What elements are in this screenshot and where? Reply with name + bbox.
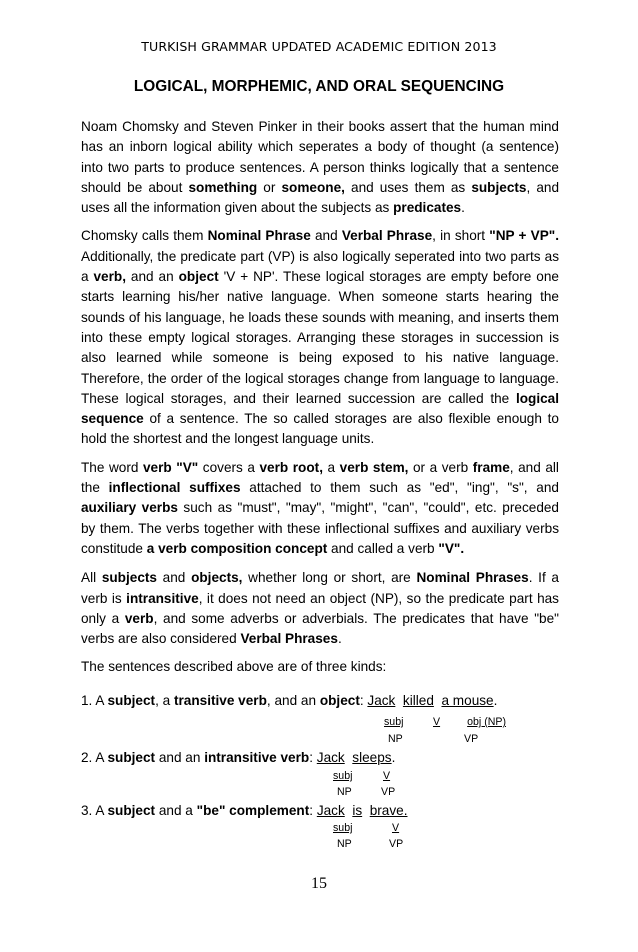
text: : [309, 803, 317, 818]
bold-text: verb [124, 610, 154, 626]
bold-text: verb stem, [339, 459, 409, 475]
bold-text: auxiliary verbs [81, 500, 178, 516]
text: and an [126, 269, 179, 285]
text: . If a verb is [81, 570, 559, 606]
text: , and some adverbs or adverbials. The predicates that have "be" verbs are also considered [81, 610, 559, 647]
label-v: V [392, 822, 400, 834]
label-np: NP [337, 838, 352, 850]
label-np: NP [388, 733, 403, 745]
text: Chomsky calls them [81, 228, 208, 244]
bold-text: transitive verb [173, 693, 267, 708]
bold-text: intransitive verb [204, 750, 310, 765]
text: : [359, 693, 368, 708]
text: and an [155, 750, 205, 765]
text: , and an [266, 693, 320, 708]
text: . [337, 631, 342, 647]
text: 3. A [81, 803, 108, 818]
text: . [493, 693, 498, 708]
text: . [391, 750, 396, 765]
label-vp: VP [381, 786, 396, 798]
text: such as "must", "may", "might", "can", "could", etc. preceded by them. The verbs together with these inflectional suffixes and auxiliary verbs constitude [81, 500, 559, 556]
example-word-subject: Jack [316, 750, 345, 765]
bold-text: verb "V" [143, 459, 199, 475]
text: Noam Chomsky and Steven Pinker in their books assert that the human mind has an inborn logical ability which seperates a body of thought (a sentence) into two parts to produce sentences. A person thinks logically that a sentence should be about [81, 119, 559, 195]
text: 2. A [81, 750, 108, 765]
text: , a [155, 693, 174, 708]
text: whether long or short, are [242, 570, 417, 586]
label-vp: VP [389, 838, 404, 850]
bold-text: something [188, 179, 258, 195]
body-text [81, 117, 559, 686]
text: 1. A [81, 693, 108, 708]
bold-text: someone, [281, 179, 345, 195]
example-word-verb: killed [402, 693, 434, 708]
bold-text: subject [107, 693, 156, 708]
text: and a [155, 803, 197, 818]
bold-text: "be" complement [196, 803, 310, 818]
paragraph-5: The sentences described above are of three kinds: [81, 659, 387, 675]
text: Additionally, the predicate part (VP) is also logically seperated into two parts as a [81, 248, 559, 285]
bold-text: subject [107, 750, 156, 765]
text: covers a [198, 459, 260, 475]
text: 'V + NP'. These logical storages are empty before one starts learning his/her native language. When someone starts hearing the sounds of his language, he loads these sounds with meaning, and inserts them into these empty logical storages. Arranging these storages in succession is also learned while someone is being exposed to his native language. Therefore, the order of the logical storages change from language to language. These logical storages, and their learned succession are called the [81, 269, 559, 406]
bold-text: logical sequence [81, 390, 559, 427]
bold-text: object [178, 269, 219, 285]
text: The word [81, 459, 143, 475]
bold-text: inflectional suffixes [108, 480, 241, 496]
text: a [322, 459, 340, 475]
text: and [310, 228, 342, 244]
paragraph-3 [81, 458, 559, 559]
bold-text: "V". [438, 540, 465, 556]
bold-text: subjects [101, 570, 157, 586]
text: , in short [432, 228, 490, 244]
label-subj: subj [333, 770, 353, 782]
bold-text: intransitive [126, 590, 199, 606]
bold-text: verb root, [259, 459, 323, 475]
bold-text: objects, [191, 570, 243, 586]
label-subj: subj [384, 716, 404, 728]
text: All [81, 570, 102, 586]
bold-text: Verbal Phrases [240, 631, 338, 647]
example-word-verb: sleeps [352, 750, 392, 765]
text: , and uses all the information given about the subjects as [81, 179, 560, 216]
example-word-subject: Jack [316, 803, 345, 818]
text: and [156, 570, 192, 586]
paragraph-4 [81, 568, 559, 649]
text: and called a verb [327, 540, 439, 556]
label-np: NP [337, 786, 352, 798]
text: and uses them as [344, 179, 472, 195]
label-v: V [383, 770, 391, 782]
bold-text: Verbal Phrase [341, 228, 433, 244]
bold-text: Nominal Phrases [416, 570, 529, 586]
label-subj: subj [333, 822, 353, 834]
text: , and all the [81, 459, 559, 496]
example-word-object: a mouse [441, 693, 494, 708]
bold-text: Nominal Phrase [207, 228, 311, 244]
bold-text: predicates [393, 200, 462, 216]
text: or a verb [408, 459, 473, 475]
bold-text: subjects [471, 179, 527, 195]
bold-text: subject [107, 803, 156, 818]
text: of a sentence. The so called storages are also flexible enough to hold the shortest and the longest language units. [81, 411, 559, 447]
text: : [309, 750, 317, 765]
page-number: 15 [311, 875, 327, 892]
paragraph-1 [81, 117, 559, 218]
label-obj: obj (NP) [467, 716, 506, 728]
paragraph-2 [81, 226, 559, 449]
text: or [257, 179, 282, 195]
example-word-subject: Jack [367, 693, 396, 708]
running-header: TURKISH GRAMMAR UPDATED ACADEMIC EDITION 2013 [141, 39, 497, 54]
text: attached to them such as "ed", "ing", "s", and [240, 480, 559, 496]
bold-text: a verb composition concept [146, 540, 328, 556]
bold-text: frame [472, 459, 510, 475]
example-1 [81, 693, 497, 708]
example-word-verb: is [352, 803, 363, 818]
bold-text: "NP + VP". [489, 228, 559, 244]
bold-text: verb, [93, 269, 126, 285]
text: . [461, 200, 465, 216]
example-2 [81, 750, 395, 765]
section-title: LOGICAL, MORPHEMIC, AND ORAL SEQUENCING [133, 78, 505, 95]
label-vp: VP [464, 733, 479, 745]
text: , it does not need an object (NP), so the predicate part has only a [81, 590, 559, 626]
bold-text: object [319, 693, 360, 708]
example-word-complement: brave. [369, 803, 408, 818]
label-v: V [433, 716, 441, 728]
example-3 [81, 803, 408, 818]
